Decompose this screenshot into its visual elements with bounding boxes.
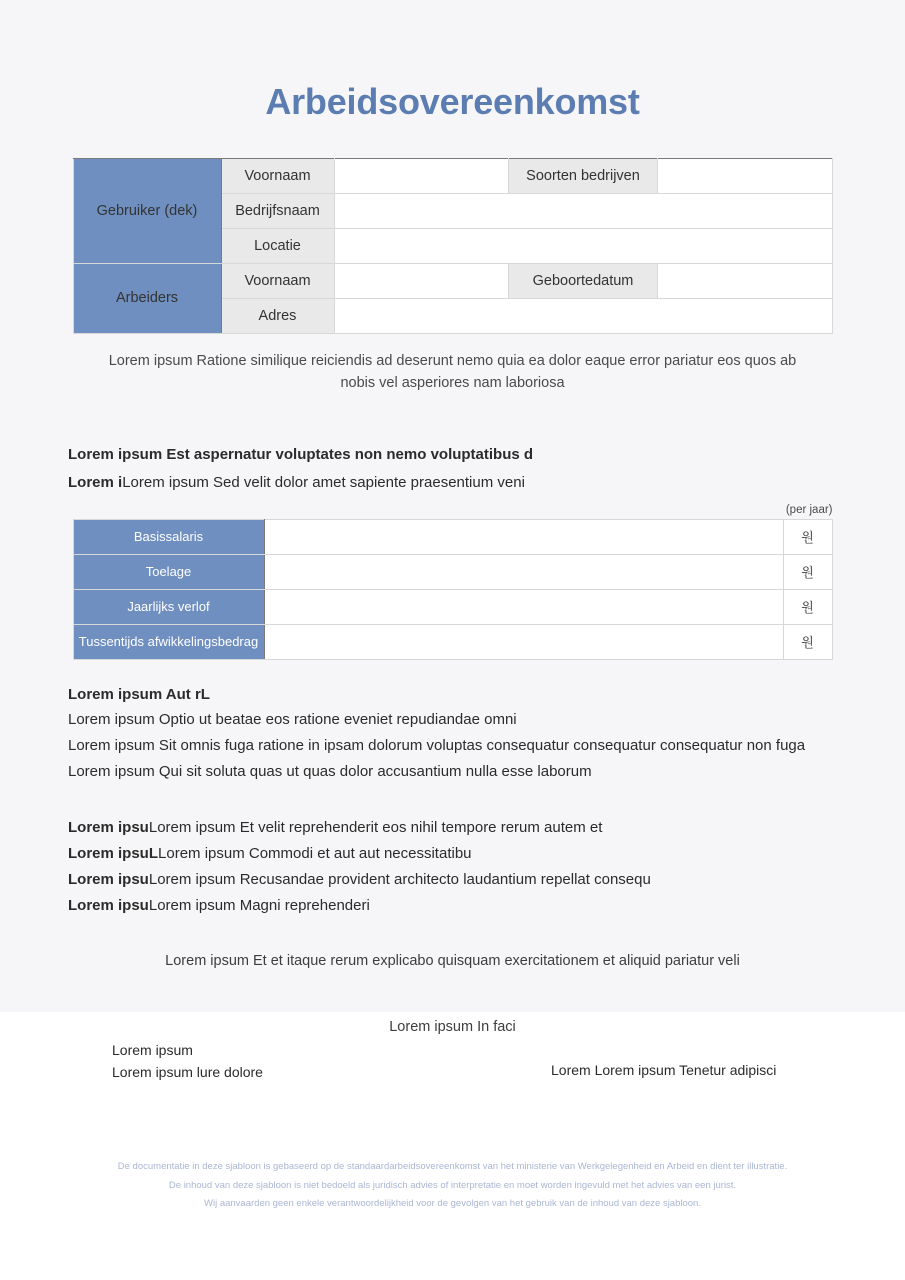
body-2-line-4-rest: Lorem ipsum Magni reprehenderi [148,897,370,915]
salary-label-basissalaris: Basissalaris [73,519,264,554]
salary-label-tussentijds-afwikkelingsbedrag: Tussentijds afwikkelingsbedrag [73,624,264,659]
signature-left [112,1040,263,1083]
field-label-bedrijfsnaam: Bedrijfsnaam [221,193,334,228]
salary-table-container [73,519,833,660]
body-2-line-3-rest: Lorem ipsum Recusandae provident architecto laudantium repellat consequ [148,871,651,889]
salary-value-tussentijds-afwikkelingsbedrag[interactable] [264,624,783,659]
heading-line-2-bold: Lorem i [68,474,123,492]
party-section-header-worker: Arbeiders [73,263,221,333]
field-label-voornaam-worker: Voornaam [221,263,334,298]
heading-line-1: Lorem ipsum Est aspernatur voluptates non nemo voluptatibus d [68,445,534,463]
table-row [73,589,832,624]
footer-line-1: De documentatie in deze sjabloon is gebaseerd op de standaardarbeidsovereenkomst van het ministerie van Werkgelegenheid en Arbeid en dient ter illustratie. [117,1161,788,1172]
party-table [73,158,833,334]
field-value-adres[interactable] [334,298,832,333]
field-label-voornaam-employer: Voornaam [221,158,334,193]
field-label-locatie: Locatie [221,228,334,263]
body-2-line-4-bold: Lorem ipsu [68,897,149,915]
field-value-soorten-bedrijven[interactable] [658,158,833,193]
body-2-line-2 [68,841,858,867]
body-2-line-3-bold: Lorem ipsu [68,871,149,889]
body-1-line-4: Lorem ipsum Qui sit soluta quas ut quas dolor accusantium nulla esse laborum [68,763,592,781]
field-value-voornaam-worker[interactable] [334,263,509,298]
salary-unit-toelage: 원 [783,554,832,589]
body-block-2 [68,815,858,919]
salary-unit-basissalaris: 원 [783,519,832,554]
field-value-voornaam-employer[interactable] [334,158,509,193]
field-label-geboortedatum: Geboortedatum [509,263,658,298]
signature-right: Lorem Lorem ipsum Tenetur adipisci [551,1062,777,1078]
body-2-line-1 [68,815,858,841]
party-section-header-employer: Gebruiker (dek) [73,158,221,263]
salary-value-jaarlijks-verlof[interactable] [264,589,783,624]
footer-line-3: Wij aanvaarden geen enkele verantwoordelijkheid voor de gevolgen van het gebruik van de inhoud van deze sjabloon. [204,1198,701,1210]
salary-label-jaarlijks-verlof: Jaarlijks verlof [73,589,264,624]
field-value-geboortedatum[interactable] [658,263,833,298]
party-table-container [73,158,833,334]
field-value-locatie[interactable] [334,228,832,263]
body-2-line-2-bold: Lorem ipsuL [68,845,159,863]
closing-line-2: Lorem ipsum In faci [389,1019,516,1036]
page-title: Arbeidsovereenkomst [265,81,640,122]
body-2-line-4 [68,893,858,919]
salary-table [73,519,833,660]
salary-table-caption: (per jaar) [785,503,833,516]
field-label-adres: Adres [221,298,334,333]
table-row [73,519,832,554]
body-1-line-1: Lorem ipsum Aut rL [68,685,210,703]
salary-unit-tussentijds-afwikkelingsbedrag: 원 [783,624,832,659]
body-2-line-1-rest: Lorem ipsum Et velit reprehenderit eos nihil tempore rerum autem et [148,819,603,837]
salary-unit-jaarlijks-verlof: 원 [783,589,832,624]
body-2-line-2-rest: Lorem ipsum Commodi et aut aut necessitatibu [158,845,472,863]
table-row [73,624,832,659]
signature-area [0,1040,905,1100]
intro-paragraph: Lorem ipsum Ratione similique reiciendis ad deserunt nemo quia ea dolor eaque error pariatur eos quos ab nobis vel asperiores nam laboriosa [108,352,797,392]
body-1-line-3: Lorem ipsum Sit omnis fuga ratione in ipsam dolorum voluptas consequatur consequatur consequatur non fuga [68,737,806,755]
salary-label-toelage: Toelage [73,554,264,589]
field-label-soorten-bedrijven: Soorten bedrijven [509,158,658,193]
body-2-line-1-bold: Lorem ipsu [68,819,149,837]
headings-block [68,441,848,498]
salary-value-toelage[interactable] [264,554,783,589]
table-row [73,554,832,589]
body-1-line-2: Lorem ipsum Optio ut beatae eos ratione eveniet repudiandae omni [68,711,517,729]
signature-left-line-2: Lorem ipsum lure dolore [112,1063,263,1080]
heading-line-2 [68,469,848,498]
heading-line-2-rest: Lorem ipsum Sed velit dolor amet sapiente praesentium veni [122,474,525,492]
closing-line-1: Lorem ipsum Et et itaque rerum explicabo quisquam exercitationem et aliquid pariatur veli [165,953,740,970]
table-row [73,158,832,193]
footer-disclaimer [0,1158,905,1214]
field-value-bedrijfsnaam[interactable] [334,193,832,228]
table-row [73,263,832,298]
body-2-line-3 [68,867,858,893]
salary-value-basissalaris[interactable] [264,519,783,554]
body-block-1 [68,682,858,786]
footer-line-2: De inhoud van deze sjabloon is niet bedoeld als juridisch advies of interpretatie en moet worden ingevuld met het advies van een jurist. [168,1179,737,1191]
signature-left-line-1: Lorem ipsum [112,1042,193,1058]
